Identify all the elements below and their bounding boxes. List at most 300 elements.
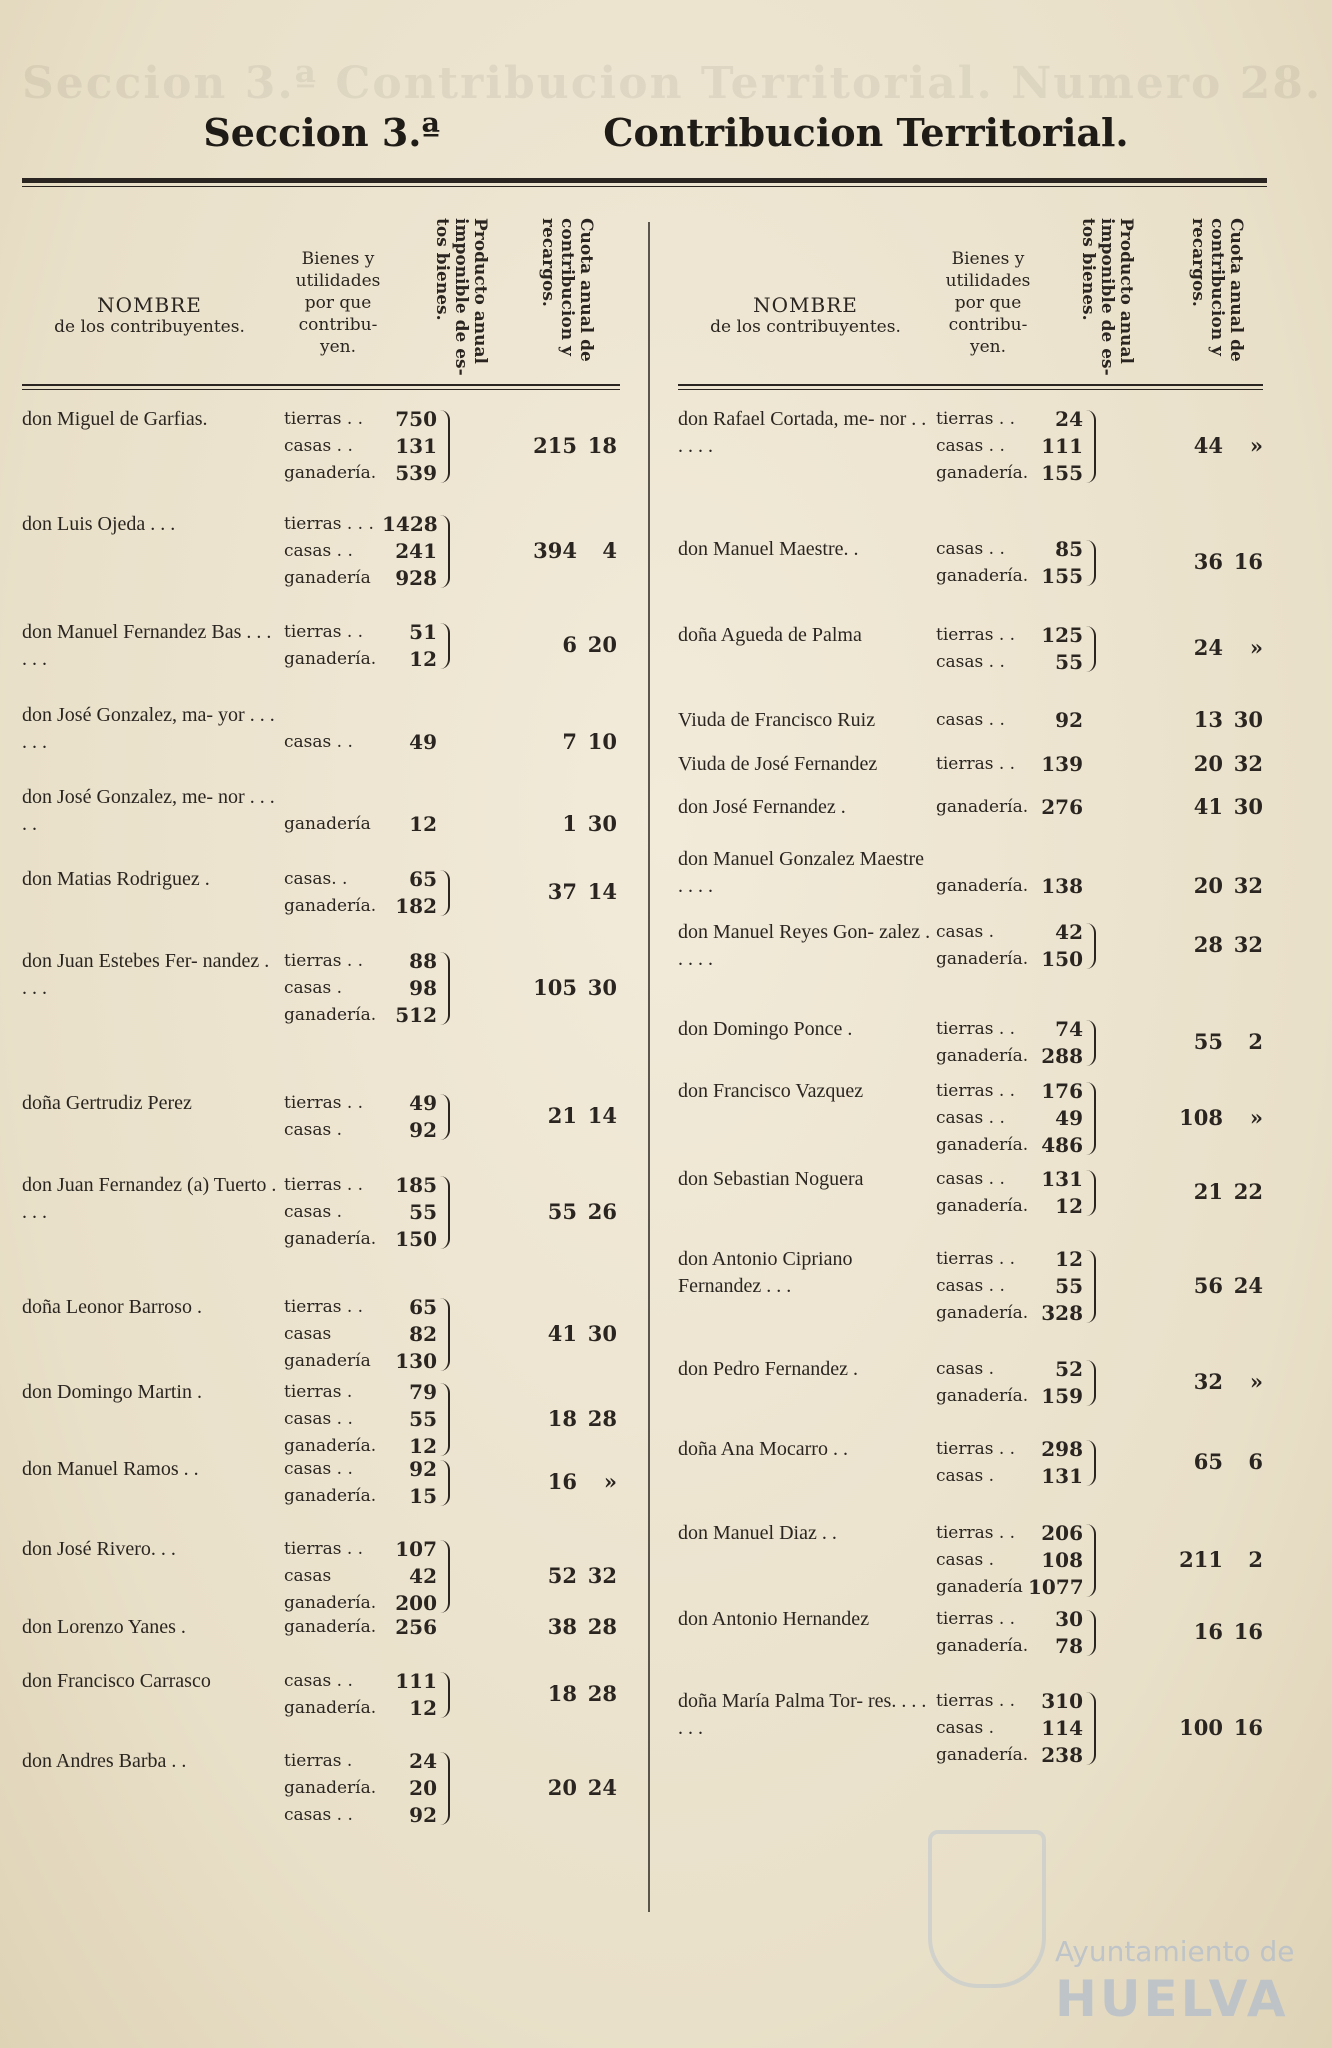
header-name xyxy=(22,294,277,338)
contributor-name: don Miguel de Garfias. xyxy=(22,408,208,430)
product-value: 1428 xyxy=(382,512,438,536)
quota-reales: 108 xyxy=(1179,1104,1223,1130)
top-rule xyxy=(22,178,1267,183)
product-value: 928 xyxy=(395,566,437,590)
product-value: 328 xyxy=(1041,1301,1083,1325)
contributor-name: don Domingo Ponce . xyxy=(678,1018,853,1040)
product-value: 107 xyxy=(395,1537,437,1561)
quota-value xyxy=(1118,635,1263,660)
brace-icon xyxy=(440,1752,450,1825)
contributor-name: don Manuel Fernandez Bas . . . . . . xyxy=(22,621,272,670)
product-value: 206 xyxy=(1041,1521,1083,1545)
goods-item: casas . xyxy=(936,1359,995,1379)
contributor-name: Viuda de José Fernandez xyxy=(678,753,878,775)
table-row xyxy=(678,751,1263,778)
goods-item: ganadería. xyxy=(936,1196,1029,1216)
contributor-name: don Francisco Carrasco xyxy=(22,1670,211,1692)
quota-maravedis: 32 xyxy=(1233,872,1263,898)
brace-icon xyxy=(1086,626,1096,672)
goods-item: tierras . . xyxy=(284,1175,364,1195)
goods-item: tierras . . xyxy=(936,1019,1016,1039)
contributor-name: don Antonio Cipriano Fernandez . . . xyxy=(678,1248,853,1297)
contributor-name: don Domingo Martin . xyxy=(22,1381,202,1403)
quota-value xyxy=(472,632,617,657)
contributor-name: Viuda de Francisco Ruiz xyxy=(678,709,876,731)
product-value: 52 xyxy=(1055,1357,1083,1381)
table-row xyxy=(22,1172,620,1253)
goods-item: tierras . . xyxy=(936,1691,1016,1711)
table-row xyxy=(678,1246,1263,1327)
product-value: 155 xyxy=(1041,461,1083,485)
quota-reales: 55 xyxy=(1193,1029,1223,1054)
product-value: 85 xyxy=(1055,537,1083,561)
quota-reales: 18 xyxy=(547,1681,577,1706)
quota-value xyxy=(472,1406,617,1431)
goods-item: casas xyxy=(284,1566,332,1586)
table-row xyxy=(678,406,1263,487)
product-value: 150 xyxy=(1041,947,1083,971)
header-name-sub: de los contribuyentes. xyxy=(54,317,245,337)
quota-reales: 7 xyxy=(562,728,577,754)
product-value: 256 xyxy=(395,1615,437,1639)
goods-item: ganadería. xyxy=(284,649,377,669)
quota-maravedis: 28 xyxy=(587,1405,617,1431)
quota-reales: 16 xyxy=(547,1469,577,1494)
goods-item: ganadería. xyxy=(936,1386,1029,1406)
product-value: 182 xyxy=(395,894,437,918)
table-row xyxy=(678,794,1263,821)
product-value: 238 xyxy=(1041,1743,1083,1767)
product-value: 65 xyxy=(409,1295,437,1319)
product-value: 131 xyxy=(1041,1464,1083,1488)
quota-maravedis: 24 xyxy=(587,1774,617,1800)
contributor-name: don José Rivero. . . xyxy=(22,1538,176,1560)
goods-item: tierras . . xyxy=(936,1439,1016,1459)
goods-item: tierras . . xyxy=(936,409,1016,429)
quota-reales: 21 xyxy=(1193,1179,1223,1204)
contributor-name: don Manuel Gonzalez Maestre . . . . xyxy=(678,848,925,897)
right-table-header xyxy=(678,200,1263,386)
table-row xyxy=(22,1536,620,1617)
table-row xyxy=(678,1166,1263,1220)
goods-item: casas . xyxy=(284,1202,343,1222)
goods-item: tierras . . xyxy=(936,1523,1016,1543)
product-value: 12 xyxy=(1055,1194,1083,1218)
contributor-name: doña Ana Mocarro . . xyxy=(678,1438,848,1460)
product-value: 114 xyxy=(1041,1716,1083,1740)
goods-item: casas . . xyxy=(284,732,353,752)
quota-maravedis: 4 xyxy=(602,537,617,563)
header-rule xyxy=(678,384,1263,386)
product-value: 130 xyxy=(395,1349,437,1373)
table-row xyxy=(22,511,620,592)
quota-value xyxy=(1118,1547,1263,1572)
product-value: 288 xyxy=(1041,1044,1083,1068)
goods-item: ganadería. xyxy=(284,1229,377,1249)
table-row xyxy=(22,702,620,756)
quota-maravedis: 30 xyxy=(1233,793,1263,819)
quota-maravedis: 32 xyxy=(587,1562,617,1588)
brace-icon xyxy=(440,870,450,916)
goods-item: casas . . xyxy=(936,652,1005,672)
quota-value xyxy=(1118,1273,1263,1298)
goods-item: casas . . xyxy=(936,436,1005,456)
quota-value xyxy=(1118,1105,1263,1130)
goods-item: casas . . xyxy=(936,1169,1005,1189)
brace-icon xyxy=(440,1460,450,1506)
quota-maravedis: 6 xyxy=(1248,1449,1263,1474)
goods-item: tierras . . xyxy=(936,754,1016,774)
goods-item: tierras . . xyxy=(936,625,1016,645)
quota-value xyxy=(472,538,617,563)
header-name xyxy=(678,294,933,338)
quota-value xyxy=(1118,1179,1263,1204)
contributor-name: don Matias Rodriguez . xyxy=(22,868,210,890)
goods-item: ganadería. xyxy=(936,566,1029,586)
goods-item: tierras . . xyxy=(936,1249,1016,1269)
product-value: 51 xyxy=(409,620,437,644)
quota-reales: 55 xyxy=(547,1198,577,1224)
product-value: 241 xyxy=(395,539,437,563)
goods-item: casas . . xyxy=(284,541,353,561)
contributor-name: don Manuel Ramos . . xyxy=(22,1458,199,1480)
goods-item: casas . xyxy=(936,1718,995,1738)
table-row xyxy=(22,1294,620,1375)
table-row xyxy=(22,619,620,673)
contributor-name: don José Gonzalez, me- nor . . . . . xyxy=(22,786,275,835)
goods-item: ganadería xyxy=(284,1351,371,1371)
quota-reales: 20 xyxy=(1193,750,1223,776)
product-value: 12 xyxy=(409,1434,437,1458)
section-heading: Contribucion Territorial. xyxy=(603,110,1129,155)
quota-reales: 24 xyxy=(1193,635,1223,660)
product-value: 12 xyxy=(409,1696,437,1720)
product-value: 185 xyxy=(395,1173,437,1197)
brace-icon xyxy=(440,1383,450,1456)
quota-maravedis: » xyxy=(1249,1369,1263,1394)
goods-item: ganadería. xyxy=(936,1135,1029,1155)
quota-maravedis: 16 xyxy=(1233,549,1263,574)
quota-reales: 394 xyxy=(533,537,577,563)
contributor-name: don Pedro Fernandez . xyxy=(678,1358,858,1380)
product-value: 24 xyxy=(1055,407,1083,431)
table-row xyxy=(22,1748,620,1829)
quota-reales: 28 xyxy=(1193,932,1223,957)
quota-reales: 65 xyxy=(1193,1449,1223,1474)
contributor-name: don Luis Ojeda . . . xyxy=(22,513,176,535)
product-value: 12 xyxy=(409,812,437,836)
quota-maravedis: 32 xyxy=(1233,750,1263,776)
header-rule-thin xyxy=(22,389,620,390)
brace-icon xyxy=(1086,1610,1096,1656)
quota-reales: 105 xyxy=(533,974,577,1000)
contributor-name: don Antonio Hernandez xyxy=(678,1608,870,1630)
goods-item: casas . . xyxy=(284,1409,353,1429)
contributor-name: don Juan Estebes Fer- nandez . . . . xyxy=(22,950,270,999)
table-row xyxy=(678,1016,1263,1070)
top-rule-thin xyxy=(22,186,1267,187)
quota-maravedis: 16 xyxy=(1233,1619,1263,1644)
goods-item: ganadería. xyxy=(284,1698,377,1718)
product-value: 111 xyxy=(1041,434,1083,458)
product-value: 55 xyxy=(1055,1274,1083,1298)
quota-reales: 16 xyxy=(1193,1619,1223,1644)
product-value: 176 xyxy=(1041,1079,1083,1103)
quota-maravedis: 20 xyxy=(587,632,617,657)
quota-maravedis: » xyxy=(603,1469,617,1494)
goods-item: casas . xyxy=(284,978,343,998)
quota-value xyxy=(1118,1369,1263,1394)
goods-item: tierras . . xyxy=(936,1081,1016,1101)
header-name-sub: de los contribuyentes. xyxy=(710,317,901,337)
table-row xyxy=(678,1606,1263,1660)
contributor-name: don José Gonzalez, ma- yor . . . . . . xyxy=(22,704,275,753)
goods-item: tierras . . xyxy=(284,409,364,429)
product-value: 65 xyxy=(409,867,437,891)
product-value: 92 xyxy=(1055,708,1083,732)
quota-value xyxy=(472,1469,617,1494)
contributor-name: don Juan Fernandez (a) Tuerto . . . . xyxy=(22,1174,277,1223)
product-value: 82 xyxy=(409,1322,437,1346)
product-value: 12 xyxy=(1055,1247,1083,1271)
goods-item: tierras . xyxy=(284,1382,353,1402)
quota-reales: 37 xyxy=(547,879,577,904)
quota-value xyxy=(1118,1715,1263,1740)
goods-item: tierras . xyxy=(284,1751,353,1771)
goods-item: casas xyxy=(284,1324,332,1344)
table-row xyxy=(22,948,620,1029)
quota-value xyxy=(1118,1029,1263,1054)
right-table xyxy=(678,200,1263,1767)
goods-item: ganadería. xyxy=(936,1046,1029,1066)
quota-reales: 20 xyxy=(547,1774,577,1800)
goods-item: ganadería. xyxy=(936,1745,1029,1765)
table-row xyxy=(678,1688,1263,1769)
header-name-title: NOMBRE xyxy=(753,293,858,317)
quota-maravedis: 28 xyxy=(587,1681,617,1706)
table-row xyxy=(678,707,1263,734)
quota-maravedis: 30 xyxy=(587,974,617,1000)
quota-maravedis: 24 xyxy=(1233,1272,1263,1298)
quota-maravedis: » xyxy=(1249,1104,1263,1130)
goods-item: casas . . xyxy=(284,436,353,456)
watermark-line1: Ayuntamiento de xyxy=(1055,1935,1295,1968)
product-value: 42 xyxy=(409,1564,437,1588)
goods-item: ganadería. xyxy=(936,876,1029,896)
goods-item: casas . . xyxy=(936,1276,1005,1296)
product-value: 30 xyxy=(1055,1607,1083,1631)
table-row xyxy=(678,536,1263,590)
contributor-name: doña María Palma Tor- res. . . . . . . xyxy=(678,1690,927,1739)
quota-value xyxy=(472,1199,617,1224)
product-value: 539 xyxy=(395,461,437,485)
table-row xyxy=(678,1436,1263,1490)
brace-icon xyxy=(1086,1082,1096,1155)
product-value: 298 xyxy=(1041,1437,1083,1461)
quota-maravedis: 30 xyxy=(587,810,617,836)
brace-icon xyxy=(440,410,450,483)
brace-icon xyxy=(440,1672,450,1718)
brace-icon xyxy=(1086,540,1096,586)
header-goods: Bienes y utilidades por que contribu- yen. xyxy=(295,249,381,357)
quota-value xyxy=(472,1563,617,1588)
quota-value xyxy=(1118,932,1263,957)
header-rule xyxy=(22,384,620,386)
quota-value xyxy=(472,975,617,1000)
quota-reales: 32 xyxy=(1193,1369,1223,1394)
contributor-name: don Rafael Cortada, me- nor . . . . . . xyxy=(678,408,927,457)
contributor-name: don Manuel Reyes Gon- zalez . . . . . xyxy=(678,921,931,970)
quota-reales: 21 xyxy=(547,1103,577,1128)
goods-item: casas . . xyxy=(284,1459,353,1479)
brace-icon xyxy=(1086,410,1096,483)
goods-item: ganadería. xyxy=(284,1436,377,1456)
contributor-name: don Francisco Vazquez xyxy=(678,1080,864,1102)
quota-maravedis: 30 xyxy=(1233,706,1263,732)
product-value: 49 xyxy=(409,730,437,754)
quota-maravedis: » xyxy=(1249,635,1263,660)
product-value: 55 xyxy=(409,1200,437,1224)
goods-item: ganadería. xyxy=(284,1593,377,1613)
goods-item: tierras . . xyxy=(936,1609,1016,1629)
product-value: 12 xyxy=(409,647,437,671)
quota-value xyxy=(472,811,617,836)
table-row xyxy=(22,1614,620,1641)
header-quota: Cuota anual de contribucion y recargos. xyxy=(538,218,596,362)
brace-icon xyxy=(440,952,450,1025)
product-value: 310 xyxy=(1041,1689,1083,1713)
table-row xyxy=(22,784,620,838)
brace-icon xyxy=(440,515,450,588)
brace-icon xyxy=(440,1094,450,1140)
goods-item: ganadería. xyxy=(284,463,377,483)
goods-item: ganadería. xyxy=(936,1303,1029,1323)
brace-icon xyxy=(1086,1360,1096,1406)
quota-maravedis: 10 xyxy=(587,728,617,754)
product-value: 131 xyxy=(395,434,437,458)
brace-icon xyxy=(440,1298,450,1371)
brace-icon xyxy=(440,623,450,669)
contributor-name: doña Leonor Barroso . xyxy=(22,1296,202,1318)
brace-icon xyxy=(1086,1170,1096,1216)
brace-icon xyxy=(440,1540,450,1613)
goods-item: ganadería. xyxy=(284,1778,377,1798)
goods-item: casas . xyxy=(936,922,995,942)
brace-icon xyxy=(440,1176,450,1249)
goods-item: tierras . . xyxy=(284,1539,364,1559)
quota-value xyxy=(472,433,617,458)
header-rule-thin xyxy=(678,389,1263,390)
quota-maravedis: 2 xyxy=(1248,1546,1263,1572)
contributor-name: don Lorenzo Yanes . xyxy=(22,1616,186,1638)
product-value: 92 xyxy=(409,1457,437,1481)
table-row xyxy=(22,406,620,487)
header-product: Producto anual imponible de es- tos bienes. xyxy=(1078,218,1136,376)
goods-item: ganadería. xyxy=(936,463,1029,483)
goods-item: ganadería. xyxy=(284,1486,377,1506)
goods-item: ganadería xyxy=(284,568,371,588)
quota-value xyxy=(1118,751,1263,776)
product-value: 750 xyxy=(395,407,437,431)
quota-reales: 100 xyxy=(1179,1714,1223,1740)
quota-value xyxy=(472,1103,617,1128)
section-number: Seccion 3.ª xyxy=(203,110,441,155)
contributor-name: doña Agueda de Palma xyxy=(678,624,862,646)
quota-maravedis: 16 xyxy=(1233,1714,1263,1740)
quota-value xyxy=(1118,707,1263,732)
product-value: 108 xyxy=(1041,1548,1083,1572)
quota-reales: 211 xyxy=(1179,1546,1223,1572)
product-value: 139 xyxy=(1041,752,1083,776)
contributor-name: don José Fernandez . xyxy=(678,796,846,818)
quota-reales: 1 xyxy=(562,810,577,836)
goods-item: casas . . xyxy=(284,1671,353,1691)
product-value: 486 xyxy=(1041,1133,1083,1157)
quota-maravedis: 2 xyxy=(1248,1029,1263,1054)
product-value: 155 xyxy=(1041,564,1083,588)
product-value: 111 xyxy=(395,1669,437,1693)
bleed-through-text: Seccion 3.ª Contribucion Territorial. Numero 28. xyxy=(22,58,1323,109)
contributor-name: don Andres Barba . . xyxy=(22,1750,187,1772)
product-value: 49 xyxy=(409,1091,437,1115)
goods-item: casas . . xyxy=(936,539,1005,559)
quota-value xyxy=(472,1614,617,1639)
product-value: 276 xyxy=(1041,795,1083,819)
goods-item: casas . xyxy=(936,1466,995,1486)
table-row xyxy=(678,622,1263,676)
quota-value xyxy=(472,729,617,754)
product-value: 98 xyxy=(409,976,437,1000)
product-value: 88 xyxy=(409,949,437,973)
header-name-title: NOMBRE xyxy=(97,293,202,317)
quota-reales: 18 xyxy=(547,1405,577,1431)
product-value: 74 xyxy=(1055,1017,1083,1041)
quota-maravedis: 26 xyxy=(587,1198,617,1224)
contributor-name: don Manuel Diaz . . xyxy=(678,1522,837,1544)
contributor-name: doña Gertrudiz Perez xyxy=(22,1092,192,1114)
product-value: 24 xyxy=(409,1749,437,1773)
quota-reales: 38 xyxy=(547,1613,577,1639)
brace-icon xyxy=(1086,1020,1096,1066)
quota-maravedis: 18 xyxy=(587,432,617,458)
table-row xyxy=(678,919,1263,973)
product-value: 138 xyxy=(1041,874,1083,898)
goods-item: casas . . xyxy=(936,1108,1005,1128)
product-value: 131 xyxy=(1041,1167,1083,1191)
goods-item: casas. . xyxy=(284,869,348,889)
quota-reales: 36 xyxy=(1193,549,1223,574)
quota-value xyxy=(1118,873,1263,898)
product-value: 79 xyxy=(409,1380,437,1404)
contributor-name: don Sebastian Noguera xyxy=(678,1168,864,1190)
page-title xyxy=(0,110,1332,155)
brace-icon xyxy=(1086,923,1096,969)
watermark-seal-icon xyxy=(928,1830,1046,1988)
product-value: 92 xyxy=(409,1803,437,1827)
quota-value xyxy=(1118,433,1263,458)
quota-reales: 44 xyxy=(1193,432,1223,458)
quota-value xyxy=(1118,1449,1263,1474)
product-value: 512 xyxy=(395,1003,437,1027)
goods-item: ganadería. xyxy=(936,949,1029,969)
quota-value xyxy=(472,879,617,904)
quota-reales: 13 xyxy=(1193,706,1223,732)
table-row xyxy=(678,846,1263,900)
quota-maravedis: 32 xyxy=(1233,932,1263,957)
contributor-name: don Manuel Maestre. . xyxy=(678,538,859,560)
quota-value xyxy=(1118,1619,1263,1644)
goods-item: tierras . . . xyxy=(284,514,374,534)
